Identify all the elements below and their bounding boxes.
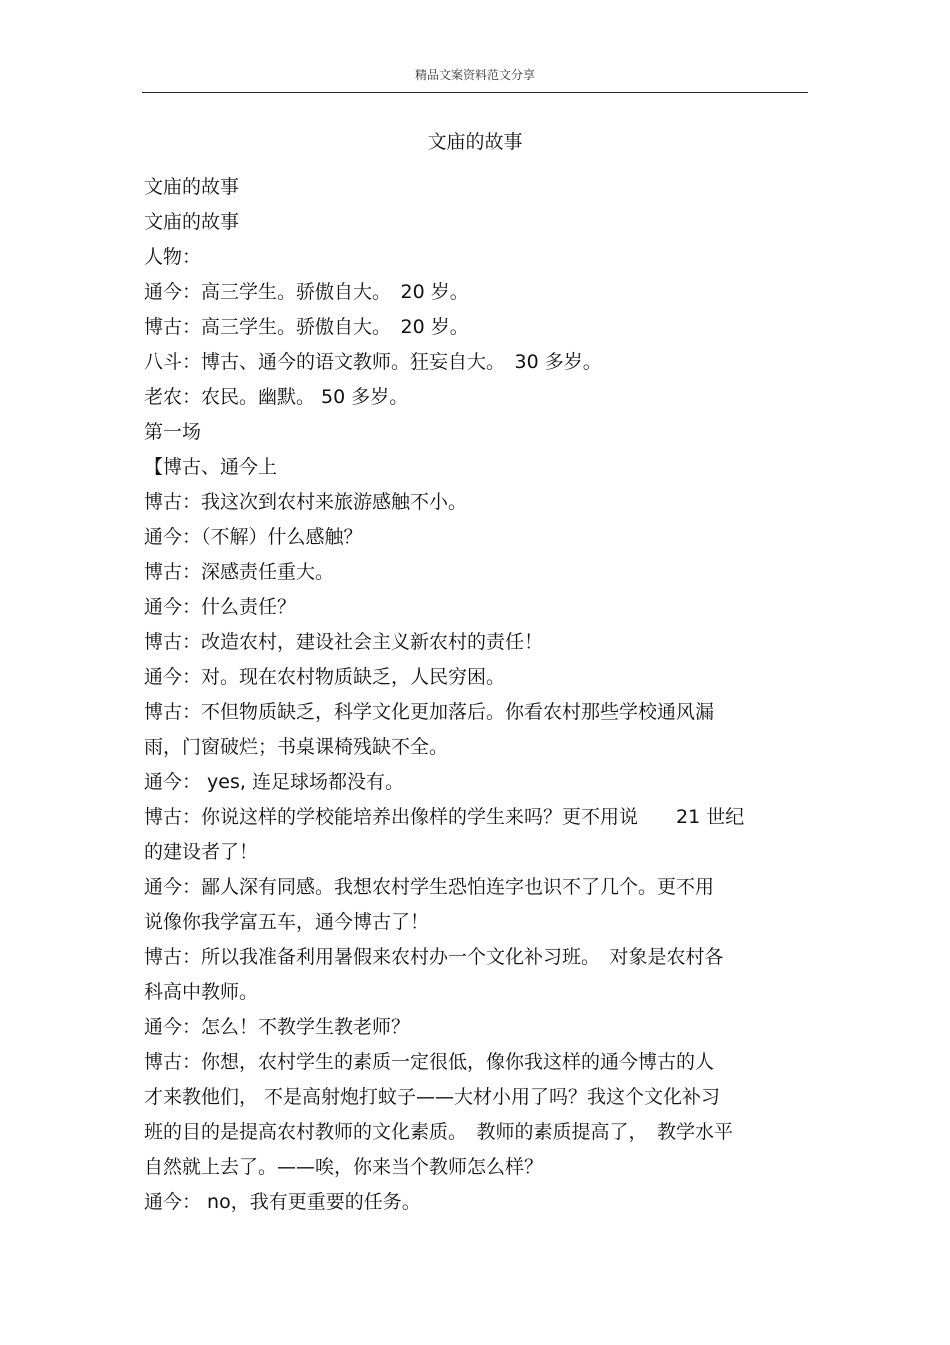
text-line: 博古：你说这样的学校能培养出像样的学生来吗？更不用说 21 世纪 xyxy=(144,806,745,828)
text-line: 博古：所以我准备利用暑假来农村办一个文化补习班。 对象是农村各 xyxy=(144,946,724,968)
text-line: 通今：什么责任？ xyxy=(144,596,297,618)
document-body xyxy=(144,170,808,1220)
text-line: 通今： yes, 连足球场都没有。 xyxy=(144,771,404,793)
text-line: 雨，门窗破烂；书桌课椅残缺不全。 xyxy=(144,736,449,758)
text-line: 自然就上去了。——唉，你来当个教师怎么样？ xyxy=(144,1156,544,1178)
header-text: 精品文案资料范文分享 xyxy=(414,68,535,82)
text-line: 【博古、通今上 xyxy=(144,456,278,478)
page-header xyxy=(142,64,808,93)
text-line: 第一场 xyxy=(144,421,202,443)
text-line: 班的目的是提高农村教师的文化素质。 教师的素质提高了， 教学水平 xyxy=(144,1121,734,1143)
text-line: 博古：深感责任重大。 xyxy=(144,561,335,583)
text-line: 博古：改造农村，建设社会主义新农村的责任！ xyxy=(144,631,544,653)
text-line: 通今：（不解）什么感触？ xyxy=(144,526,363,548)
text-line: 博古：你想，农村学生的素质一定很低，像你我这样的通今博古的人 xyxy=(144,1051,715,1073)
document-title: 文庙的故事 xyxy=(427,131,523,153)
text-line: 通今： no，我有更重要的任务。 xyxy=(144,1191,421,1213)
text-line: 博古：高三学生。骄傲自大。 20 岁。 xyxy=(144,316,469,338)
text-line: 通今：对。现在农村物质缺乏，人民穷困。 xyxy=(144,666,506,688)
text-line: 通今：鄙人深有同感。我想农村学生恐怕连字也识不了几个。更不用 xyxy=(144,876,715,898)
text-line: 才来教他们， 不是高射炮打蚊子——大材小用了吗？我这个文化补习 xyxy=(144,1086,721,1108)
text-line: 说像你我学富五车，通今博古了！ xyxy=(144,911,430,933)
text-line: 老农：农民。幽默。 50 多岁。 xyxy=(144,386,409,408)
text-line: 的建设者了！ xyxy=(144,841,259,863)
text-line: 八斗：博古、通今的语文教师。狂妄自大。 30 多岁。 xyxy=(144,351,602,373)
text-line: 通今：高三学生。骄傲自大。 20 岁。 xyxy=(144,281,469,303)
text-line: 人物： xyxy=(144,246,202,268)
text-line: 科高中教师。 xyxy=(144,981,259,1003)
text-line: 文庙的故事 xyxy=(144,211,240,233)
text-line: 文庙的故事 xyxy=(144,176,240,198)
text-line: 博古：不但物质缺乏，科学文化更加落后。你看农村那些学校通风漏 xyxy=(144,701,715,723)
text-line: 博古：我这次到农村来旅游感触不小。 xyxy=(144,491,468,513)
text-line: 通今：怎么！不教学生教老师？ xyxy=(144,1016,411,1038)
